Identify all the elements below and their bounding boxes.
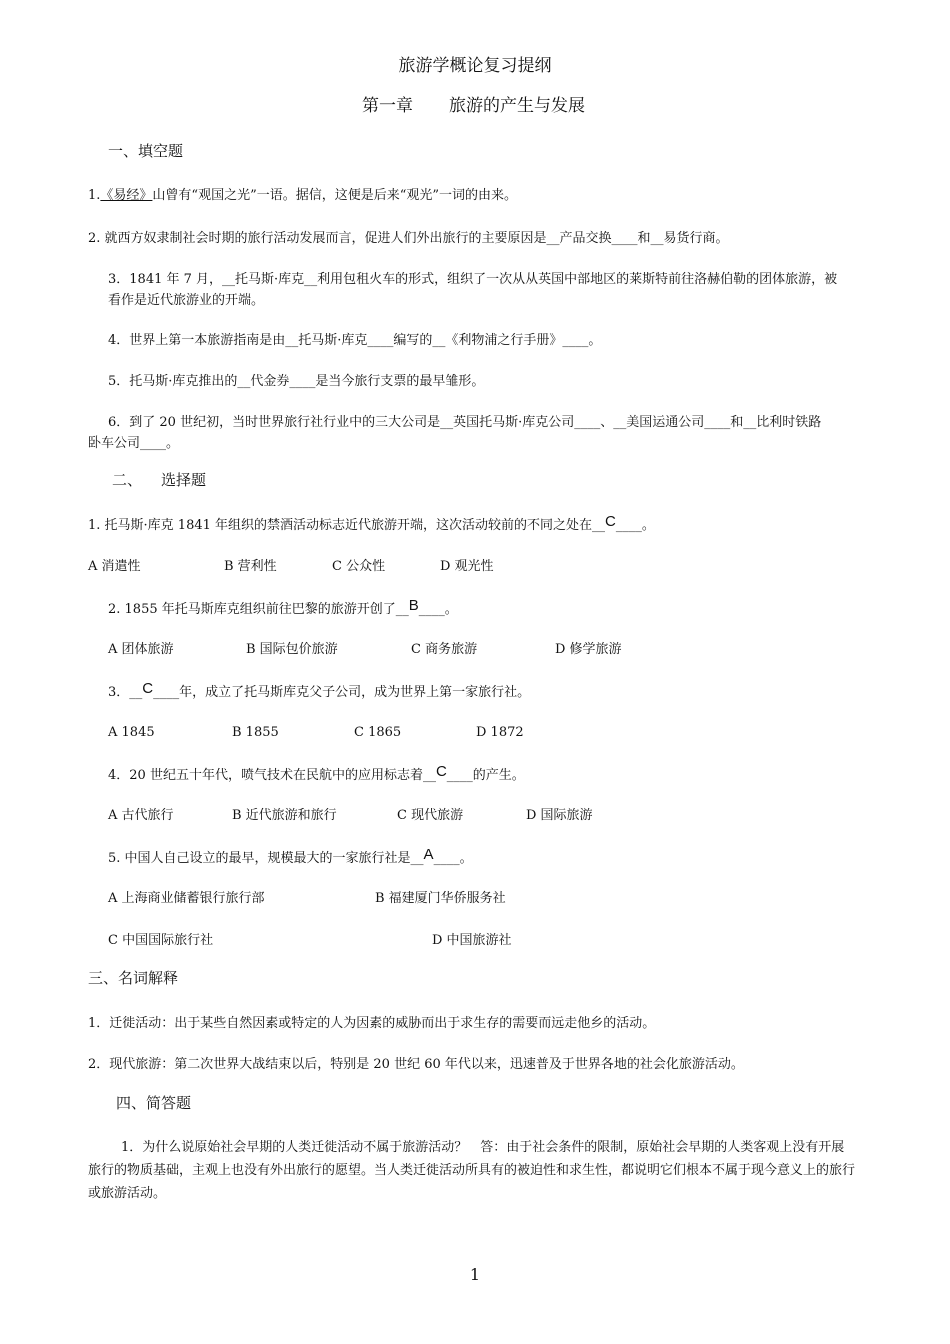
choice-q5-answer: A — [423, 846, 434, 863]
fill-q5: 5．托马斯·库克推出的__代金券____是当今旅行支票的最早雏形。 — [108, 374, 485, 389]
choice-q3-option-b: B 1855 — [232, 725, 279, 740]
fill-q1-num: 1. — [88, 188, 101, 203]
choice-q3-option-d: D 1872 — [476, 725, 524, 740]
choice-q2-option-a: A 团体旅游 — [108, 642, 174, 657]
fill-q4: 4．世界上第一本旅游指南是由__托马斯·库克____编写的__《利物浦之行手册》____。 — [108, 333, 602, 348]
fill-q3-line2: 看作是近代旅游业的开端。 — [108, 293, 265, 308]
choice-q4-answer: C — [435, 763, 447, 780]
choice-q3-option-a: A 1845 — [108, 725, 155, 740]
fill-q6-line1: 6．到了 20 世纪初，当时世界旅行社行业中的三大公司是__英国托马斯·库克公司____、__美国运通公司____和__比利时铁路 — [108, 415, 822, 430]
choice-q4-option-d: D 国际旅游 — [526, 808, 593, 823]
section-heading-short: 四、简答题 — [116, 1094, 192, 1112]
fill-q2: 2. 就西方奴隶制社会时期的旅行活动发展而言，促进人们外出旅行的主要原因是__产品交换____和__易货行商。 — [88, 231, 729, 246]
choice-q2-option-d: D 修学旅游 — [555, 642, 622, 657]
short-q1-line2: 旅行的物质基础，主观上也没有外出旅行的愿望。当人类迁徙活动所具有的被迫性和求生性，都说明它们根本不属于现今意义上的旅行 — [88, 1163, 856, 1178]
choice-q1-option-c: C 公众性 — [332, 559, 386, 574]
choice-q4-option-c: C 现代旅游 — [397, 808, 464, 823]
fill-q3-line1: 3．1841 年 7 月，__托马斯·库克__利用包租火车的形式，组织了一次从从英国中部地区的莱斯特前往洛赫伯勒的团体旅游，被 — [108, 272, 838, 287]
choice-q4 — [108, 764, 525, 786]
choice-q4-stem: 4．20 世纪五十年代，喷气技术在民航中的应用标志着__ — [108, 768, 436, 783]
section-heading-fill: 一、填空题 — [108, 142, 184, 160]
choice-q1-option-d: D 观光性 — [440, 559, 494, 574]
choice-q5-option-c: C 中国国际旅行社 — [108, 933, 214, 948]
fill-q1 — [88, 185, 517, 206]
choice-q2-tail: ____。 — [418, 602, 458, 617]
choice-q1 — [88, 514, 655, 536]
fill-q1-text: 山曾有“观国之光”一语。据信，这便是后来“观光”一词的由来。 — [152, 188, 518, 203]
choice-q5-option-b: B 福建厦门华侨服务社 — [375, 891, 506, 906]
term-1: 1．迁徙活动：出于某些自然因素或特定的人为因素的威胁而出于求生存的需要而远走他乡的活动。 — [88, 1016, 656, 1031]
section-heading-terms: 三、名词解释 — [88, 969, 179, 987]
choice-q5-stem: 5. 中国人自己设立的最早，规模最大的一家旅行社是__ — [108, 851, 424, 866]
fill-q6-line2: 卧车公司____。 — [88, 436, 180, 451]
choice-q2-option-c: C 商务旅游 — [411, 642, 478, 657]
choice-q1-option-a: A 消遣性 — [88, 559, 141, 574]
choice-q3 — [108, 681, 530, 703]
choice-q2-option-b: B 国际包价旅游 — [246, 642, 338, 657]
chapter-name: 旅游的产生与发展 — [449, 96, 585, 116]
choice-q5-option-a: A 上海商业储蓄银行旅行部 — [108, 891, 265, 906]
short-q1-line3: 或旅游活动。 — [88, 1186, 167, 1201]
chapter-number: 第一章 — [362, 96, 413, 116]
choice-q2-stem: 2. 1855 年托马斯库克组织前往巴黎的旅游开创了__ — [108, 602, 409, 617]
document-title: 旅游学概论复习提纲 — [398, 56, 552, 76]
short-q1-line1: 1．为什么说原始社会早期的人类迁徙活动不属于旅游活动？ 答：由于社会条件的限制，原始社会早期的人类客观上没有开展 — [121, 1140, 845, 1155]
choice-q3-option-c: C 1865 — [354, 725, 402, 740]
choice-q5-tail: ____。 — [433, 851, 473, 866]
fill-q1-book: 《易经》 — [100, 188, 153, 203]
choice-q1-tail: ____。 — [615, 518, 655, 533]
choice-q5 — [108, 847, 473, 869]
choice-q3-answer: C — [142, 680, 154, 697]
choice-q2 — [108, 598, 458, 620]
choice-q4-tail: ____的产生。 — [446, 768, 525, 783]
choice-q3-stem: 3．__ — [108, 685, 143, 700]
section-heading-choice-num: 二、 — [112, 471, 143, 489]
choice-q3-tail: ____年，成立了托马斯库克父子公司，成为世界上第一家旅行社。 — [153, 685, 531, 700]
choice-q4-option-b: B 近代旅游和旅行 — [232, 808, 337, 823]
choice-q4-option-a: A 古代旅行 — [108, 808, 174, 823]
section-heading-choice-text: 选择题 — [161, 471, 207, 489]
choice-q1-stem: 1. 托马斯·库克 1841 年组织的禁酒活动标志近代旅游开端，这次活动较前的不同之处在__ — [88, 518, 606, 533]
choice-q1-option-b: B 营利性 — [224, 559, 277, 574]
page-number: 1 — [469, 1265, 481, 1284]
term-2: 2．现代旅游：第二次世界大战结束以后，特别是 20 世纪 60 年代以来，迅速普及于世界各地的社会化旅游活动。 — [88, 1057, 744, 1072]
choice-q2-answer: B — [408, 597, 419, 614]
choice-q5-option-d: D 中国旅游社 — [432, 933, 512, 948]
choice-q1-answer: C — [605, 513, 616, 530]
